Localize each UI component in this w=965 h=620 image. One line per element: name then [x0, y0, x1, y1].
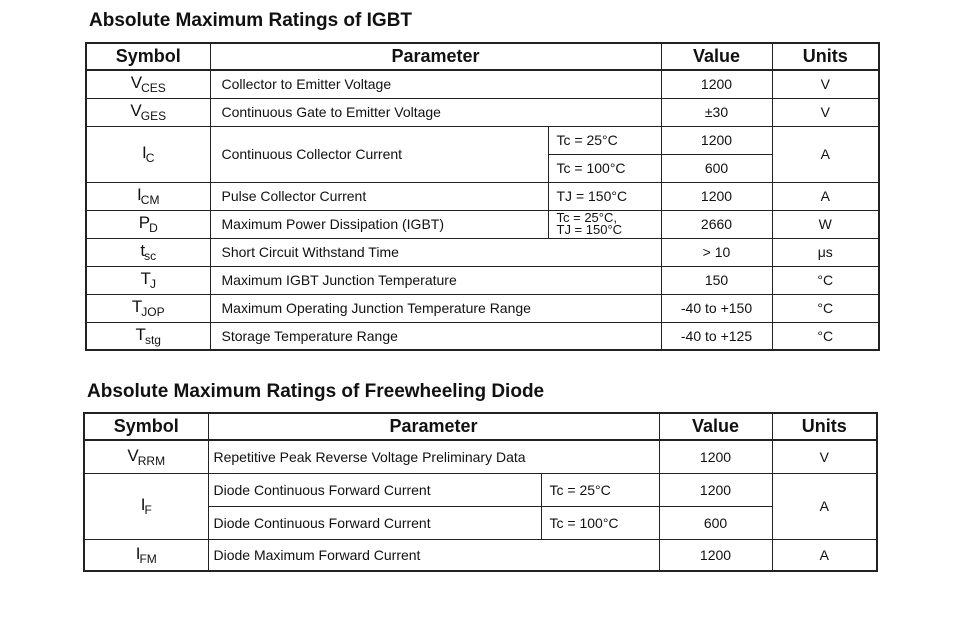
condition-cell: Tc = 100°C — [541, 506, 659, 539]
unit-cell: V — [772, 98, 879, 126]
value-cell: 1200 — [659, 473, 772, 506]
symbol-cell: $T_J$ — [86, 266, 210, 294]
condition-cell: TJ = 150°C — [548, 182, 661, 210]
symbol-cell: $I_{FM}$ — [84, 539, 208, 571]
symbol-cell: $V_{GES}$ — [86, 98, 210, 126]
table-row — [86, 70, 879, 98]
table-row — [86, 294, 879, 322]
header-parameter: Parameter — [210, 43, 661, 70]
table-row — [84, 440, 877, 473]
value-cell: > 10 — [661, 238, 772, 266]
value-cell: -40 to +125 — [661, 322, 772, 350]
table-row — [84, 473, 877, 506]
parameter-cell: Pulse Collector Current — [210, 182, 548, 210]
symbol-cell: $T_{stg}$ — [86, 322, 210, 350]
value-cell: 1200 — [659, 539, 772, 571]
value-cell: ±30 — [661, 98, 772, 126]
value-cell: 150 — [661, 266, 772, 294]
value-cell: 1200 — [661, 182, 772, 210]
igbt-ratings-title: Absolute Maximum Ratings of IGBT — [89, 10, 413, 31]
symbol-cell: $V_{CES}$ — [86, 70, 210, 98]
value-cell: 1200 — [661, 70, 772, 98]
header-parameter: Parameter — [208, 413, 659, 440]
diode-ratings-title: Absolute Maximum Ratings of Freewheeling Diode — [87, 381, 545, 402]
table-row — [86, 98, 879, 126]
value-cell: 600 — [661, 154, 772, 182]
symbol-cell: $I_F$ — [84, 473, 208, 539]
table-row — [86, 182, 879, 210]
parameter-cell: Collector to Emitter Voltage — [210, 70, 661, 98]
unit-cell: °C — [772, 266, 879, 294]
value-cell: -40 to +150 — [661, 294, 772, 322]
unit-cell: A — [772, 182, 879, 210]
unit-cell: V — [772, 440, 877, 473]
table-row — [86, 266, 879, 294]
igbt-ratings-table — [85, 42, 880, 351]
unit-cell: A — [772, 473, 877, 539]
condition-cell: Tc = 25°C — [548, 126, 661, 154]
header-value: Value — [661, 43, 772, 70]
unit-cell: °C — [772, 322, 879, 350]
unit-cell: A — [772, 539, 877, 571]
value-cell: 1200 — [661, 126, 772, 154]
table-header-row — [84, 413, 877, 440]
symbol-cell: $I_C$ — [86, 126, 210, 182]
diode-ratings-table — [83, 412, 878, 572]
parameter-cell: Diode Continuous Forward Current — [208, 473, 541, 506]
value-cell: 2660 — [661, 210, 772, 238]
parameter-cell: Storage Temperature Range — [210, 322, 661, 350]
unit-cell: μs — [772, 238, 879, 266]
parameter-cell: Maximum Operating Junction Temperature Range — [210, 294, 661, 322]
unit-cell: °C — [772, 294, 879, 322]
parameter-cell: Repetitive Peak Reverse Voltage Preliminary Data — [208, 440, 659, 473]
table-row — [86, 126, 879, 154]
value-cell: 600 — [659, 506, 772, 539]
table-row — [86, 322, 879, 350]
parameter-cell: Maximum IGBT Junction Temperature — [210, 266, 661, 294]
symbol-cell: $V_{RRM}$ — [84, 440, 208, 473]
unit-cell: V — [772, 70, 879, 98]
parameter-cell: Maximum Power Dissipation (IGBT) — [210, 210, 548, 238]
parameter-cell: Short Circuit Withstand Time — [210, 238, 661, 266]
header-units: Units — [772, 43, 879, 70]
symbol-cell: $t_{sc}$ — [86, 238, 210, 266]
table-header-row — [86, 43, 879, 70]
symbol-cell: $P_D$ — [86, 210, 210, 238]
symbol-cell: $T_{JOP}$ — [86, 294, 210, 322]
table-row — [86, 238, 879, 266]
symbol-cell: $I_{CM}$ — [86, 182, 210, 210]
header-symbol: Symbol — [86, 43, 210, 70]
header-units: Units — [772, 413, 877, 440]
condition-cell: Tc = 25°C, TJ = 150°C — [548, 210, 661, 238]
condition-cell: Tc = 100°C — [548, 154, 661, 182]
value-cell: 1200 — [659, 440, 772, 473]
unit-cell: W — [772, 210, 879, 238]
parameter-cell: Continuous Gate to Emitter Voltage — [210, 98, 661, 126]
parameter-cell: Diode Maximum Forward Current — [208, 539, 659, 571]
table-row — [84, 539, 877, 571]
table-row — [86, 210, 879, 238]
condition-cell: Tc = 25°C — [541, 473, 659, 506]
parameter-cell: Continuous Collector Current — [210, 126, 548, 182]
header-value: Value — [659, 413, 772, 440]
parameter-cell: Diode Continuous Forward Current — [208, 506, 541, 539]
unit-cell: A — [772, 126, 879, 182]
header-symbol: Symbol — [84, 413, 208, 440]
